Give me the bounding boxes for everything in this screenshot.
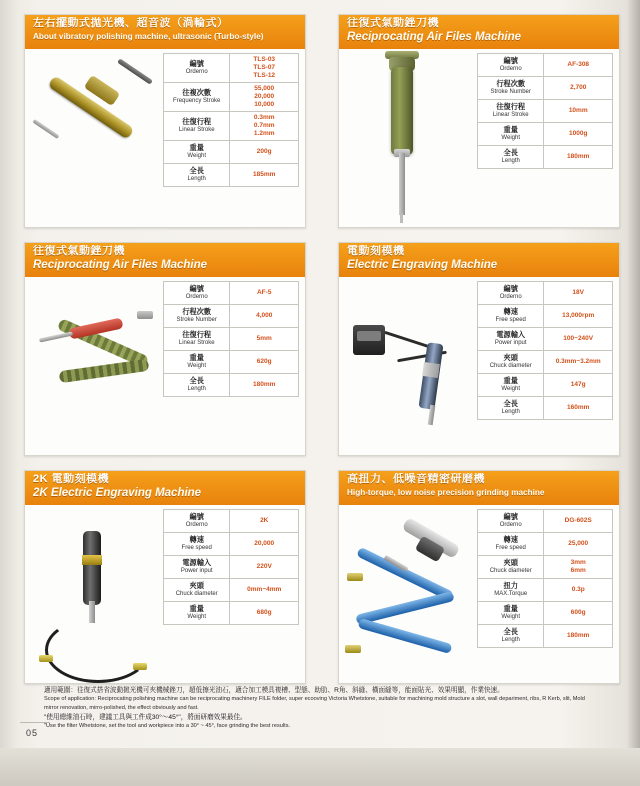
adapter-label-illustration xyxy=(357,331,381,341)
spec-area xyxy=(477,505,619,683)
spec-value xyxy=(230,510,299,533)
table-row xyxy=(478,533,613,556)
product-card-electric-engraving-machine[interactable] xyxy=(338,242,620,456)
spec-value-line: 185mm xyxy=(253,171,276,178)
spec-table xyxy=(163,281,299,397)
spec-area xyxy=(163,277,305,455)
spec-label-cn: 電源輸入 xyxy=(496,330,526,339)
product-card-grid xyxy=(24,14,620,684)
spec-label xyxy=(164,282,230,305)
spec-value xyxy=(544,625,613,648)
hose-fitting-illustration xyxy=(345,645,361,653)
spec-label-cn: 重量 xyxy=(189,143,204,152)
spec-value-line: 600g xyxy=(570,609,586,616)
spec-value xyxy=(230,164,299,187)
spec-value xyxy=(544,146,613,169)
table-row xyxy=(478,510,613,533)
spec-label-en: Orderno xyxy=(185,294,208,300)
card-title-cn: 高扭力、低噪音精密研磨機 xyxy=(347,473,485,485)
card-title-cn: 往復式氣動銼刀機 xyxy=(33,245,125,257)
card-body xyxy=(25,49,305,227)
table-row xyxy=(164,579,299,602)
spec-label-en: Length xyxy=(187,386,206,392)
spec-label-cn: 電源輸入 xyxy=(182,558,212,567)
product-photo-2k-engraver xyxy=(25,505,163,683)
spec-label-cn: 行程次數 xyxy=(496,79,526,88)
spec-label-en: Orderno xyxy=(499,294,522,300)
table-row xyxy=(164,282,299,305)
spec-value-line: TLS-03 xyxy=(253,56,276,63)
table-row xyxy=(478,602,613,625)
spec-label xyxy=(164,328,230,351)
spec-value-line: 3mm xyxy=(570,559,586,566)
table-row xyxy=(478,305,613,328)
spec-label-en: Free speed xyxy=(495,545,526,551)
table-row xyxy=(164,54,299,83)
spec-table xyxy=(163,53,299,187)
footer-line-en-1: Scope of application: Reciprocating polishing machine can be reciprocating machinery FILE folder, super ecooving Victoria Whetstone, suitable for machining mold structure a slot, wall depariment, ribs, R Kerb, slit, Mold mirror renovation, mirro-polished, the effect obviously and fast. xyxy=(44,696,585,711)
table-row xyxy=(164,328,299,351)
spec-value-line: 1.2mm xyxy=(253,130,275,137)
handpiece-collar-illustration xyxy=(422,362,440,378)
spec-value-line: 1000g xyxy=(569,130,588,137)
spec-table xyxy=(163,509,299,625)
spec-value xyxy=(544,556,613,579)
spec-value-line: 6mm xyxy=(570,567,586,574)
spec-value-line: 0.3mm xyxy=(253,114,275,121)
spec-table xyxy=(477,509,613,648)
table-row xyxy=(478,146,613,169)
spec-value-line: 220V xyxy=(256,563,272,570)
spec-value-line: 0.3mm~3.2mm xyxy=(555,358,601,365)
hose-connector-illustration xyxy=(137,311,153,319)
product-photo-air-file-af5 xyxy=(25,277,163,455)
spec-value-line: AF-5 xyxy=(256,289,272,296)
spec-label-cn: 重量 xyxy=(503,125,518,134)
card-title-cn: 2K 電動刻模機 xyxy=(33,473,110,485)
spec-label-en: Weight xyxy=(501,614,520,620)
spec-value-line: 10mm xyxy=(568,107,588,114)
spec-label-cn: 編號 xyxy=(503,56,518,65)
table-row xyxy=(478,397,613,420)
spec-label-cn: 扭力 xyxy=(503,581,518,590)
hose-fitting-illustration xyxy=(347,573,363,581)
tool-tip-illustration xyxy=(32,119,59,139)
spec-value-line: 20,000 xyxy=(254,93,275,100)
table-row xyxy=(478,54,613,77)
spec-area xyxy=(163,505,305,683)
table-row xyxy=(164,83,299,112)
card-title-en: Reciprocating Air Files Machine xyxy=(33,259,208,271)
spec-label xyxy=(478,146,544,169)
spec-value xyxy=(544,397,613,420)
card-header xyxy=(25,243,305,277)
spec-area xyxy=(163,49,305,227)
spec-label-en: Weight xyxy=(501,135,520,141)
spec-value-line: 0.3p xyxy=(571,586,585,593)
spec-value xyxy=(544,374,613,397)
spec-label-cn: 重量 xyxy=(503,376,518,385)
handpiece-tip-illustration xyxy=(89,601,95,623)
spec-value-line: TLS-07 xyxy=(253,64,276,71)
spec-table xyxy=(477,53,613,169)
spec-label-cn: 全長 xyxy=(189,376,204,385)
spec-label xyxy=(164,83,230,112)
table-row xyxy=(478,282,613,305)
spec-label-cn: 全長 xyxy=(189,166,204,175)
table-row xyxy=(164,305,299,328)
spec-label xyxy=(478,351,544,374)
card-header xyxy=(339,471,619,505)
card-header xyxy=(339,243,619,277)
spec-label xyxy=(478,305,544,328)
spec-label-en: Weight xyxy=(187,614,206,620)
spec-label-cn: 重量 xyxy=(503,604,518,613)
spec-label xyxy=(164,533,230,556)
spec-value xyxy=(544,579,613,602)
spec-label-cn: 重量 xyxy=(189,604,204,613)
file-blade-illustration xyxy=(400,213,403,223)
product-card-vibratory-polishing-ultrasonic[interactable] xyxy=(24,14,306,228)
spec-value xyxy=(230,305,299,328)
spec-label xyxy=(478,533,544,556)
spec-label-cn: 轉速 xyxy=(189,535,204,544)
spec-value-line: 18V xyxy=(572,289,584,296)
table-row xyxy=(478,77,613,100)
spec-value xyxy=(544,100,613,123)
spec-label-en: Chuck diameter xyxy=(489,568,532,574)
spec-label-en: Orderno xyxy=(499,522,522,528)
spec-value xyxy=(230,328,299,351)
spec-label-en: Free speed xyxy=(495,317,526,323)
table-row xyxy=(164,112,299,141)
spec-value xyxy=(230,579,299,602)
spec-value-line: 160mm xyxy=(567,404,590,411)
air-hose-illustration xyxy=(357,618,452,654)
spec-label-en: Length xyxy=(187,176,206,182)
spec-label xyxy=(164,164,230,187)
spec-value-line: 180mm xyxy=(567,632,590,639)
spec-label xyxy=(164,510,230,533)
spec-area xyxy=(477,277,619,455)
tool-body-illustration xyxy=(391,67,413,155)
table-row xyxy=(164,141,299,164)
spec-value-line: 680g xyxy=(256,609,272,616)
card-body xyxy=(25,277,305,455)
tool-rod-illustration xyxy=(399,153,405,215)
spec-label-cn: 夾頭 xyxy=(503,558,518,567)
spec-label xyxy=(164,579,230,602)
table-row xyxy=(478,625,613,648)
card-title-cn: 電動刻模機 xyxy=(347,245,405,257)
spec-label xyxy=(478,602,544,625)
spec-value-line: 620g xyxy=(256,358,272,365)
spec-label-cn: 轉速 xyxy=(503,307,518,316)
card-body xyxy=(339,505,619,683)
spec-value xyxy=(544,77,613,100)
table-row xyxy=(478,579,613,602)
spec-label-cn: 全長 xyxy=(503,627,518,636)
spec-label-en: Power input xyxy=(494,340,527,346)
spec-label-en: Stroke Number xyxy=(176,317,217,323)
table-row xyxy=(164,351,299,374)
spec-value xyxy=(230,374,299,397)
spec-label-cn: 編號 xyxy=(189,284,204,293)
footer-line-cn-2: "使用總維油石時，建議工具與工件成30°～45°"，將面研磨效果最佳。 xyxy=(44,714,247,721)
table-row xyxy=(478,328,613,351)
spec-value-line: DG-602S xyxy=(564,517,592,524)
spec-label-en: Linear Stroke xyxy=(178,127,215,133)
product-photo-high-torque-grinder xyxy=(339,505,477,683)
table-row xyxy=(478,100,613,123)
spec-value xyxy=(230,602,299,625)
card-title-cn: 往復式氣動銼刀機 xyxy=(347,17,439,29)
spec-label xyxy=(478,510,544,533)
spec-label-cn: 編號 xyxy=(189,512,204,521)
product-card-high-torque-grinder[interactable] xyxy=(338,470,620,684)
page-edge-shadow xyxy=(626,0,640,786)
spec-label xyxy=(164,602,230,625)
spec-value xyxy=(544,282,613,305)
table-row xyxy=(478,123,613,146)
table-row xyxy=(164,164,299,187)
spec-value xyxy=(230,54,299,83)
page-number: 05 xyxy=(26,728,39,738)
spec-value-line: 180mm xyxy=(253,381,276,388)
spec-value-line: 147g xyxy=(570,381,586,388)
handpiece-band-illustration xyxy=(82,555,102,565)
spec-label-cn: 往復行程 xyxy=(182,117,212,126)
product-photo-electric-engraver xyxy=(339,277,477,455)
spec-label-cn: 編號 xyxy=(189,59,204,68)
spec-label xyxy=(164,54,230,83)
table-row xyxy=(164,602,299,625)
spec-label xyxy=(164,112,230,141)
spec-label xyxy=(164,556,230,579)
spec-value-line: 100~240V xyxy=(563,335,594,342)
spec-value xyxy=(230,351,299,374)
spec-value xyxy=(230,83,299,112)
spec-area xyxy=(477,49,619,227)
spec-label-en: Linear Stroke xyxy=(492,112,529,118)
spec-value xyxy=(544,305,613,328)
spec-value xyxy=(230,112,299,141)
spec-value-line: 0.7mm xyxy=(253,122,275,129)
product-card-2k-electric-engraving-machine[interactable] xyxy=(24,470,306,684)
product-card-reciprocating-air-files-af5[interactable] xyxy=(24,242,306,456)
table-row xyxy=(164,556,299,579)
spec-value-line: 55,000 xyxy=(254,85,275,92)
spec-label-en: Weight xyxy=(187,153,206,159)
spec-label xyxy=(478,77,544,100)
spec-value xyxy=(544,533,613,556)
spec-value-line: 13,000rpm xyxy=(562,312,595,319)
spec-value xyxy=(230,141,299,164)
spec-label-cn: 往復行程 xyxy=(182,330,212,339)
spec-label-en: Stroke Number xyxy=(490,89,531,95)
spec-value xyxy=(544,510,613,533)
spec-label xyxy=(478,328,544,351)
power-cord-illustration xyxy=(45,617,151,683)
spec-label xyxy=(478,579,544,602)
spec-label-en: Power input xyxy=(180,568,213,574)
spec-label-en: Length xyxy=(501,409,520,415)
spec-value-line: 2,700 xyxy=(570,84,587,91)
card-title-en: About vibratory polishing machine, ultrasonic (Turbo-style) xyxy=(33,32,264,41)
spec-table xyxy=(477,281,613,420)
spec-value-line: AF-308 xyxy=(567,61,590,68)
card-body xyxy=(339,277,619,455)
air-hose-illustration xyxy=(117,58,153,85)
spec-value-line: 200g xyxy=(256,148,272,155)
spec-label-en: MAX.Torque xyxy=(494,591,528,597)
spec-value-line: 20,000 xyxy=(254,540,275,547)
handpiece-illustration xyxy=(83,531,101,605)
card-title-en: Reciprocating Air Files Machine xyxy=(347,31,522,43)
spec-label-cn: 編號 xyxy=(503,512,518,521)
spec-label-en: Orderno xyxy=(185,69,208,75)
spec-label-en: Free speed xyxy=(181,545,212,551)
spec-value-line: 180mm xyxy=(567,153,590,160)
spec-value xyxy=(230,533,299,556)
footer-notes xyxy=(44,686,596,731)
spec-value-line: 2K xyxy=(260,517,269,524)
connector-illustration xyxy=(133,663,147,670)
table-row xyxy=(164,374,299,397)
spec-value xyxy=(544,602,613,625)
spec-label xyxy=(478,54,544,77)
spec-label-en: Orderno xyxy=(499,66,522,72)
spec-value-line: 4,000 xyxy=(256,312,273,319)
table-row xyxy=(164,533,299,556)
spec-label-cn: 全長 xyxy=(503,399,518,408)
spec-label xyxy=(478,374,544,397)
spec-label xyxy=(478,282,544,305)
footer-line-en-2: "Use the filter Whetstone, set the tool and workpiece into a 30° ~ 45°, face grinding the best results. xyxy=(44,723,291,729)
spec-label-en: Length xyxy=(501,158,520,164)
spec-label-cn: 夾頭 xyxy=(503,353,518,362)
spec-value xyxy=(544,328,613,351)
spec-label-cn: 夾頭 xyxy=(189,581,204,590)
page-bottom-margin xyxy=(0,748,640,786)
card-title-en: Electric Engraving Machine xyxy=(347,259,498,271)
spec-value xyxy=(230,556,299,579)
card-title-en: High-torque, low noise precision grinding machine xyxy=(347,488,545,497)
spec-label xyxy=(164,374,230,397)
card-title-en: 2K Electric Engraving Machine xyxy=(33,487,202,499)
card-header xyxy=(339,15,619,49)
spec-value xyxy=(544,351,613,374)
spec-label-cn: 編號 xyxy=(503,284,518,293)
spec-label-en: Weight xyxy=(501,386,520,392)
footer-line-cn-1: 適用範圍：往復式搭省波動拋光機可夾機械銼刀，超低擦光油石，適合加工模具複槽、型態、助肋、R角、斜縫、橫面縫等，能面貼光、效果明顯，作業快速。 xyxy=(44,687,504,694)
product-photo-vibratory-polishing xyxy=(25,49,163,227)
flexible-hose-illustration xyxy=(59,359,150,383)
spec-value-line: 0mm~4mm xyxy=(247,586,282,593)
table-row xyxy=(164,510,299,533)
spec-value-line: 25,000 xyxy=(568,540,589,547)
spec-label-en: Chuck diameter xyxy=(175,591,218,597)
table-row xyxy=(478,351,613,374)
spec-label-cn: 重量 xyxy=(189,353,204,362)
card-header xyxy=(25,471,305,505)
spec-label xyxy=(478,556,544,579)
spec-label xyxy=(478,100,544,123)
spec-label-cn: 轉速 xyxy=(503,535,518,544)
spec-value xyxy=(230,282,299,305)
spec-label-cn: 往復行程 xyxy=(496,102,526,111)
spec-label xyxy=(478,625,544,648)
table-row xyxy=(478,556,613,579)
product-card-reciprocating-air-files-af308[interactable] xyxy=(338,14,620,228)
product-photo-air-file-af308 xyxy=(339,49,477,227)
spec-label-en: Chuck diameter xyxy=(489,363,532,369)
card-body xyxy=(339,49,619,227)
spec-value xyxy=(544,54,613,77)
spec-value xyxy=(544,123,613,146)
spec-label xyxy=(164,351,230,374)
spec-label-cn: 行程次數 xyxy=(182,307,212,316)
spec-label-en: Linear Stroke xyxy=(178,340,215,346)
card-body xyxy=(25,505,305,683)
spec-label-en: Orderno xyxy=(185,522,208,528)
spec-label-en: Length xyxy=(501,637,520,643)
spec-value-line: TLS-12 xyxy=(253,72,276,79)
spec-label xyxy=(164,305,230,328)
spec-label xyxy=(164,141,230,164)
spec-label-cn: 全長 xyxy=(503,148,518,157)
card-header xyxy=(25,15,305,49)
spec-label-cn: 往複次數 xyxy=(182,88,212,97)
spec-value-line: 10,000 xyxy=(254,101,275,108)
tool-tip-illustration xyxy=(39,332,73,343)
spec-label-en: Frequency Stroke xyxy=(173,98,221,104)
table-row xyxy=(478,374,613,397)
spec-value-line: 5mm xyxy=(256,335,272,342)
card-title-cn: 左右擺動式拋光機、超音波（渦輪式） xyxy=(33,17,229,29)
spec-label xyxy=(478,397,544,420)
spec-label-en: Weight xyxy=(187,363,206,369)
spec-label xyxy=(478,123,544,146)
connector-illustration xyxy=(39,655,53,662)
